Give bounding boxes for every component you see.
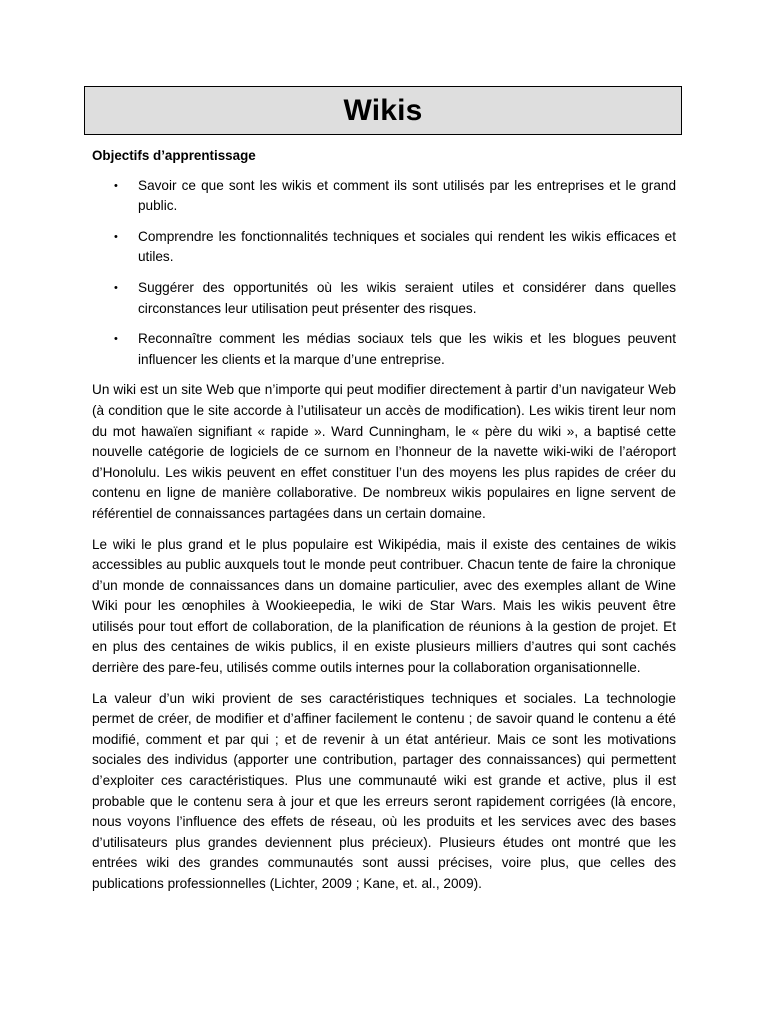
bullet-icon: • — [114, 333, 118, 346]
page-title: Wikis — [343, 93, 423, 127]
list-item — [92, 227, 676, 268]
paragraph-wiki-definition: Un wiki est un site Web que n’importe qui peut modifier directement à partir d’un navigateur Web (à condition que le site accorde à l’utilisateur un accès de modification). Les wikis tirent leur nom du mot hawaïen signifiant « rapide ». Ward Cunningham, le « père du wiki », a baptisé cette nouvelle catégorie de logiciels de ce surnom en l’honneur de la navette wiki-wiki de l’aéroport d’Honolulu. Les wikis peuvent en effet constituer l’un des moyens les plus rapides de créer du contenu en ligne de manière collaborative. De nombreux wikis populaires en ligne servent de référentiel de connaissances partagées dans un certain domaine. — [92, 382, 676, 521]
list-item — [92, 329, 676, 370]
bullet-icon: • — [114, 179, 118, 192]
list-item — [92, 176, 676, 217]
objectives-heading: Objectifs d’apprentissage — [92, 148, 256, 163]
bullet-icon: • — [114, 230, 118, 243]
objective-text: Reconnaître comment les médias sociaux tels que les wikis et les blogues peuvent influencer les clients et la marque d’une entreprise. — [138, 331, 676, 367]
list-item — [92, 278, 676, 319]
paragraph-wikipedia: Le wiki le plus grand et le plus populaire est Wikipédia, mais il existe des centaines de wikis accessibles au public auxquels tout le monde peut contribuer. Chacun tente de faire la chronique d’un monde de connaissances dans un domaine particulier, avec des exemples allant de Wine Wiki pour les œnophiles à Wookieepedia, le wiki de Star Wars. Mais les wikis peuvent être utilisés pour tout effort de collaboration, de la planification de réunions à la gestion de projet. Et en plus des centaines de wikis publics, il en existe plusieurs milliers d’autres qui sont cachés derrière des pare-feu, utilisés comme outils internes pour la collaboration organisationnelle. — [92, 536, 676, 676]
objective-text: Comprendre les fonctionnalités techniques et sociales qui rendent les wikis efficaces et utiles. — [138, 228, 676, 265]
bullet-icon: • — [114, 281, 118, 294]
objective-text: Savoir ce que sont les wikis et comment ils sont utilisés par les entreprises et le grand public. — [138, 177, 676, 214]
objective-text: Suggérer des opportunités où les wikis seraient utiles et considérer dans quelles circonstances leur utilisation peut présenter des risques. — [138, 279, 676, 316]
paragraph-wiki-value: La valeur d’un wiki provient de ses caractéristiques techniques et sociales. La technologie permet de créer, de modifier et d’affiner facilement le contenu ; de savoir quand le contenu a été modifié, comment et par qui ; et de revenir à un état antérieur. Mais ce sont les motivations sociales des individus (apporter une contribution, partager des connaissances) qui permettent d’exploiter ces caractéristiques. Plus une communauté wiki est grande et active, plus il est probable que le contenu sera à jour et que les erreurs seront rapidement corrigées (là encore, nous voyons l’influence des effets de réseau, où les produits et les services avec des bases d’utilisateurs plus grandes deviennent plus précieux). Plusieurs études ont montré que les entrées wiki des grandes communautés sont aussi précises, voire plus, que celles des publications professionnelles (Lichter, 2009 ; Kane, et. al., 2009). — [92, 690, 676, 891]
objectives-list — [92, 176, 676, 371]
title-box — [84, 86, 682, 135]
document-body — [92, 146, 676, 905]
